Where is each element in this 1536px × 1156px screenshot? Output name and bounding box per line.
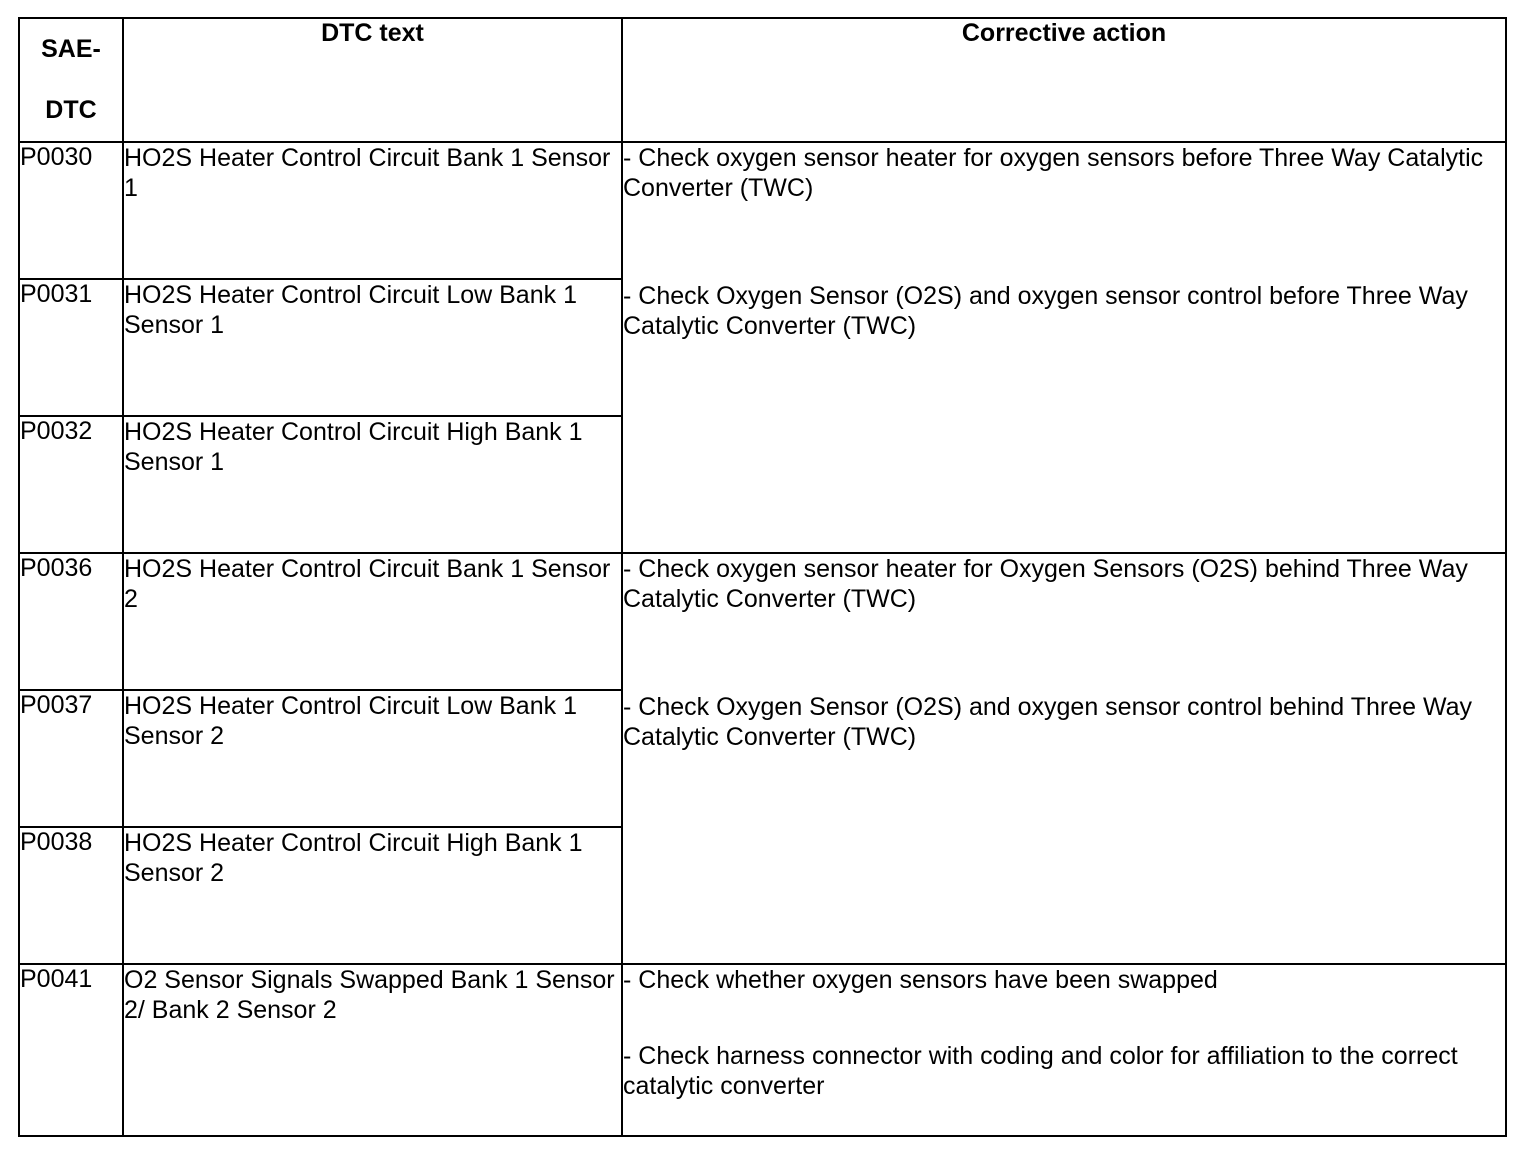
dtc-description: HO2S Heater Control Circuit High Bank 1 Sensor 2 [123, 827, 622, 964]
dtc-code: P0041 [19, 964, 123, 1136]
dtc-code: P0038 [19, 827, 123, 964]
dtc-description: HO2S Heater Control Circuit Bank 1 Sensor 2 [123, 553, 622, 690]
dtc-code: P0036 [19, 553, 123, 690]
corrective-action-cell [622, 964, 1506, 1136]
dtc-description: O2 Sensor Signals Swapped Bank 1 Sensor 2/ Bank 2 Sensor 2 [123, 964, 622, 1136]
dtc-description: HO2S Heater Control Circuit Low Bank 1 Sensor 2 [123, 690, 622, 827]
table-row [19, 964, 1506, 1136]
header-row [19, 18, 1506, 142]
dtc-code: P0037 [19, 690, 123, 827]
dtc-description: HO2S Heater Control Circuit Bank 1 Sensor 1 [123, 142, 622, 279]
dtc-description: HO2S Heater Control Circuit High Bank 1 Sensor 1 [123, 416, 622, 553]
corrective-action-item: - Check harness connector with coding and color for affiliation to the correct catalytic converter [623, 1042, 1458, 1100]
corrective-action-item: - Check Oxygen Sensor (O2S) and oxygen sensor control behind Three Way Catalytic Converter (TWC) [623, 693, 1473, 751]
dtc-code: P0030 [19, 142, 123, 279]
dtc-description: HO2S Heater Control Circuit Low Bank 1 Sensor 1 [123, 279, 622, 416]
table-row [19, 142, 1506, 279]
header-corrective-action: Corrective action [622, 18, 1506, 142]
header-sae-dtc-line2: DTC [45, 96, 97, 124]
dtc-table [18, 17, 1507, 1137]
corrective-action-item: - Check whether oxygen sensors have been swapped [623, 966, 1218, 994]
header-dtc-text: DTC text [123, 18, 622, 142]
header-sae-dtc-line1: SAE- [41, 35, 101, 63]
table-row [19, 553, 1506, 690]
corrective-action-item: - Check Oxygen Sensor (O2S) and oxygen sensor control before Three Way Catalytic Converter (TWC) [623, 282, 1468, 340]
corrective-action-cell [622, 142, 1506, 553]
dtc-code: P0032 [19, 416, 123, 553]
corrective-action-item: - Check oxygen sensor heater for Oxygen Sensors (O2S) behind Three Way Catalytic Converter (TWC) [623, 555, 1468, 613]
corrective-action-item: - Check oxygen sensor heater for oxygen sensors before Three Way Catalytic Converter (TWC) [623, 144, 1484, 202]
dtc-code: P0031 [19, 279, 123, 416]
header-sae-dtc [19, 18, 123, 142]
corrective-action-cell [622, 553, 1506, 964]
